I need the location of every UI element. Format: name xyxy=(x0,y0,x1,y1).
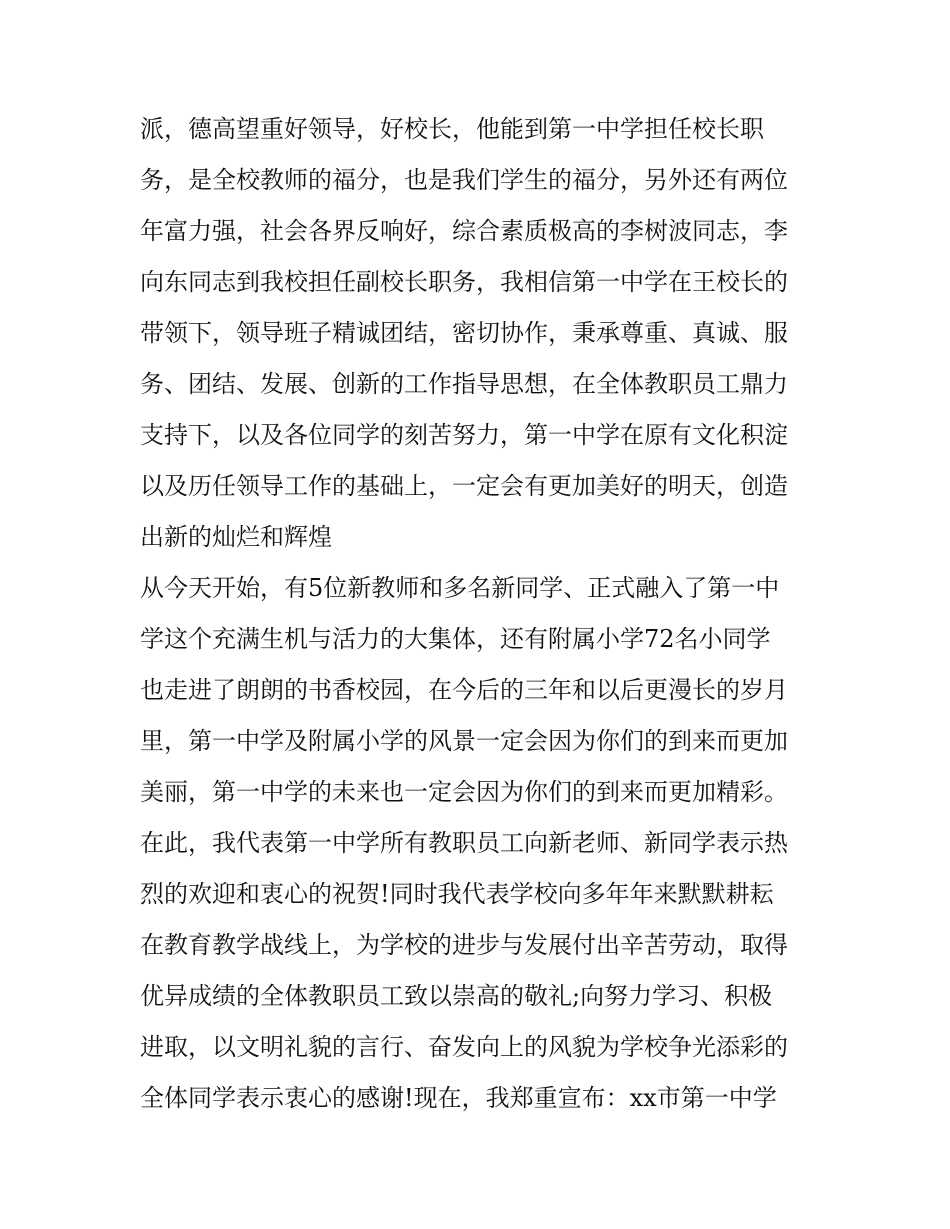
text-line: 烈的欢迎和衷心的祝贺!同时我代表学校向多年年来默默耕耘 xyxy=(140,880,774,908)
text-line: 务，是全校教师的福分，也是我们学生的福分，另外还有两位 xyxy=(140,166,788,194)
text-line: 出新的灿烂和辉煌 xyxy=(140,523,332,551)
text-line: 向东同志到我校担任副校长职务，我相信第一中学在王校长的 xyxy=(140,268,788,296)
text-line: 派，德高望重好领导，好校长，他能到第一中学担任校长职 xyxy=(140,115,764,143)
text-line: 在此，我代表第一中学所有教职员工向新老师、新同学表示热 xyxy=(140,829,788,857)
text-line: 务、团结、发展、创新的工作指导思想，在全体教职员工鼎力 xyxy=(140,370,788,398)
text-line: 美丽，第一中学的未来也一定会因为你们的到来而更加精彩。 xyxy=(140,778,788,806)
text-line: 优异成绩的全体教职员工致以崇高的敬礼;向努力学习、积极 xyxy=(140,982,773,1010)
text-line: 也走进了朗朗的书香校园，在今后的三年和以后更漫长的岁月 xyxy=(140,676,788,704)
text-line: 年富力强，社会各界反响好，综合素质极高的李树波同志，李 xyxy=(140,217,788,245)
text-line: 里，第一中学及附属小学的风景一定会因为你们的到来而更加 xyxy=(140,727,788,755)
text-line: 在教育教学战线上，为学校的进步与发展付出辛苦劳动，取得 xyxy=(140,931,788,959)
text-line: 支持下，以及各位同学的刻苦努力，第一中学在原有文化积淀 xyxy=(140,421,788,449)
text-line: 从今天开始，有5位新教师和多名新同学、正式融入了第一中 xyxy=(140,574,780,602)
text-line: 学这个充满生机与活力的大集体，还有附属小学72名小同学 xyxy=(140,625,771,653)
text-line: 全体同学表示衷心的感谢!现在，我郑重宣布：xx市第一中学 xyxy=(140,1084,777,1112)
text-line: 进取，以文明礼貌的言行、奋发向上的风貌为学校争光添彩的 xyxy=(140,1033,788,1061)
text-line: 以及历任领导工作的基础上，一定会有更加美好的明天，创造 xyxy=(140,472,788,500)
document-body-text xyxy=(140,104,820,1124)
text-line: 带领下，领导班子精诚团结，密切协作，秉承尊重、真诚、服 xyxy=(140,319,788,347)
